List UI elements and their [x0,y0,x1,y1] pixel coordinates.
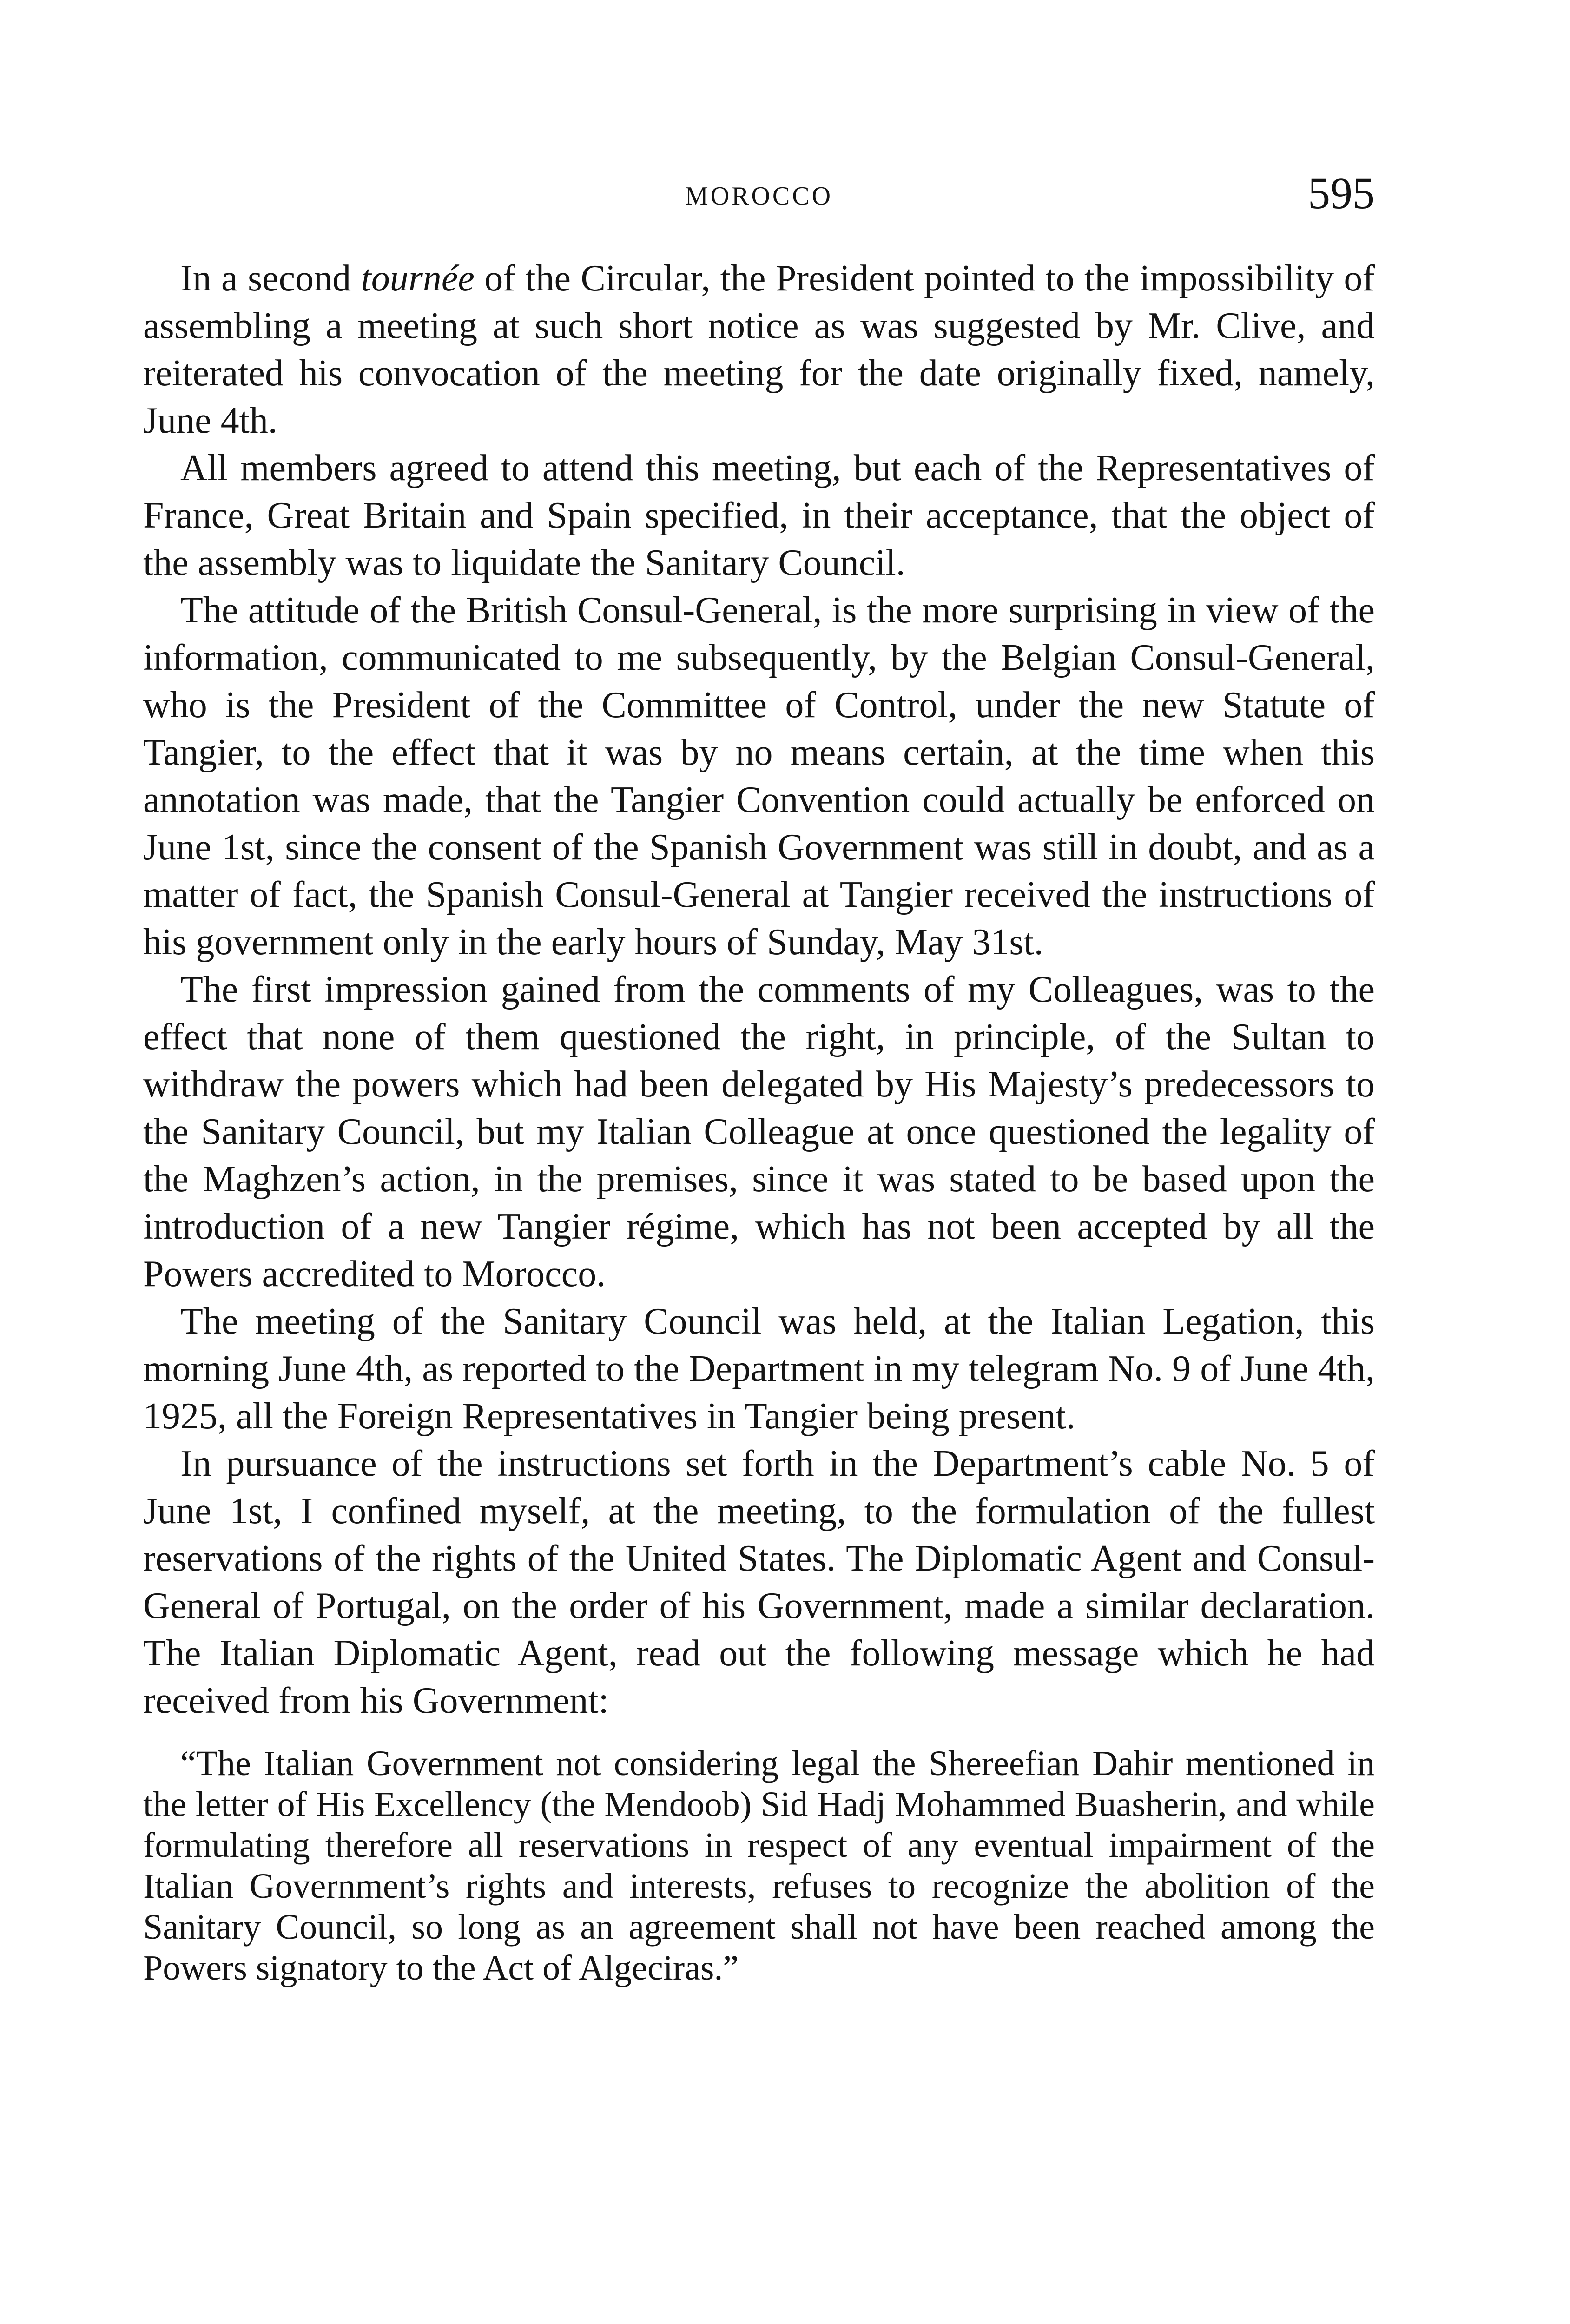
paragraph-1 [143,255,1375,444]
paragraph-5: The meeting of the Sanitary Council was held, at the Italian Legation, this morning June 4th, as reported to the Department in my telegram No. 9 of June 4th, 1925, all the Foreign Representatives in Tangier being present. [143,1301,1375,1437]
page-header [143,167,1375,223]
paragraph-4: The first impression gained from the comments of my Colleagues, was to the effect that none of them questioned the right, in principle, of the Sultan to withdraw the powers which had been delegated by His Majesty’s predecessors to the Sanitary Council, but my Italian Colleague at once questioned the legality of the Maghzen’s action, in the premises, since it was stated to be based upon the introduction of a new Tangier régime, which has not been accepted by all the Powers accredited to Morocco. [143,969,1375,1294]
paragraph-6: In pursuance of the instructions set forth in the Department’s cable No. 5 of June 1st, I confined myself, at the meeting, to the formulation of the fullest reservations of the rights of the United States. The Diplomatic Agent and Consul-General of Portugal, on the order of his Government, made a similar declaration. The Italian Diplomatic Agent, read out the following message which he had received from his Government: [143,1443,1375,1721]
page-number: 595 [1308,168,1375,218]
page-body [143,255,1375,1988]
paragraph-3: The attitude of the British Consul-General, is the more surprising in view of the information, communicated to me subsequently, by the Belgian Consul-General, who is the President of the Committee of Control, under the new Statute of Tangier, to the effect that it was by no means certain, at the time when this annotation was made, that the Tangier Convention could actually be enforced on June 1st, since the consent of the Spanish Government was still in doubt, and as a matter of fact, the Spanish Consul-General at Tangier received the instructions of his government only in the early hours of Sunday, May 31st. [143,590,1375,963]
paragraph-2: All members agreed to attend this meeting, but each of the Representatives of France, Great Britain and Spain specified, in their acceptance, that the object of the assembly was to liquidate the Sanitary Council. [143,448,1375,583]
block-quote: “The Italian Government not considering legal the Shereefian Dahir mentioned in the letter of His Excellency (the Mendoob) Sid Hadj Mohammed Buasherin, and while formulating therefore all reservations in respect of any eventual impairment of the Italian Government’s rights and interests, refuses to recognize the abolition of the Sanitary Council, so long as an agreement shall not have been reached among the Powers signatory to the Act of Algeciras.” [143,1744,1375,1987]
paragraph-1-lead: In a second [180,258,361,299]
italic-word-tournee: tournée [361,258,475,299]
running-title: MOROCCO [685,182,833,211]
paragraph-1-rest: of the Circular, the President pointed to the impossibility of assembling a meeting at such short notice as was suggested by Mr. Clive, and reiterated his convocation of the meeting for the date originally fixed, namely, June 4th. [143,258,1375,441]
